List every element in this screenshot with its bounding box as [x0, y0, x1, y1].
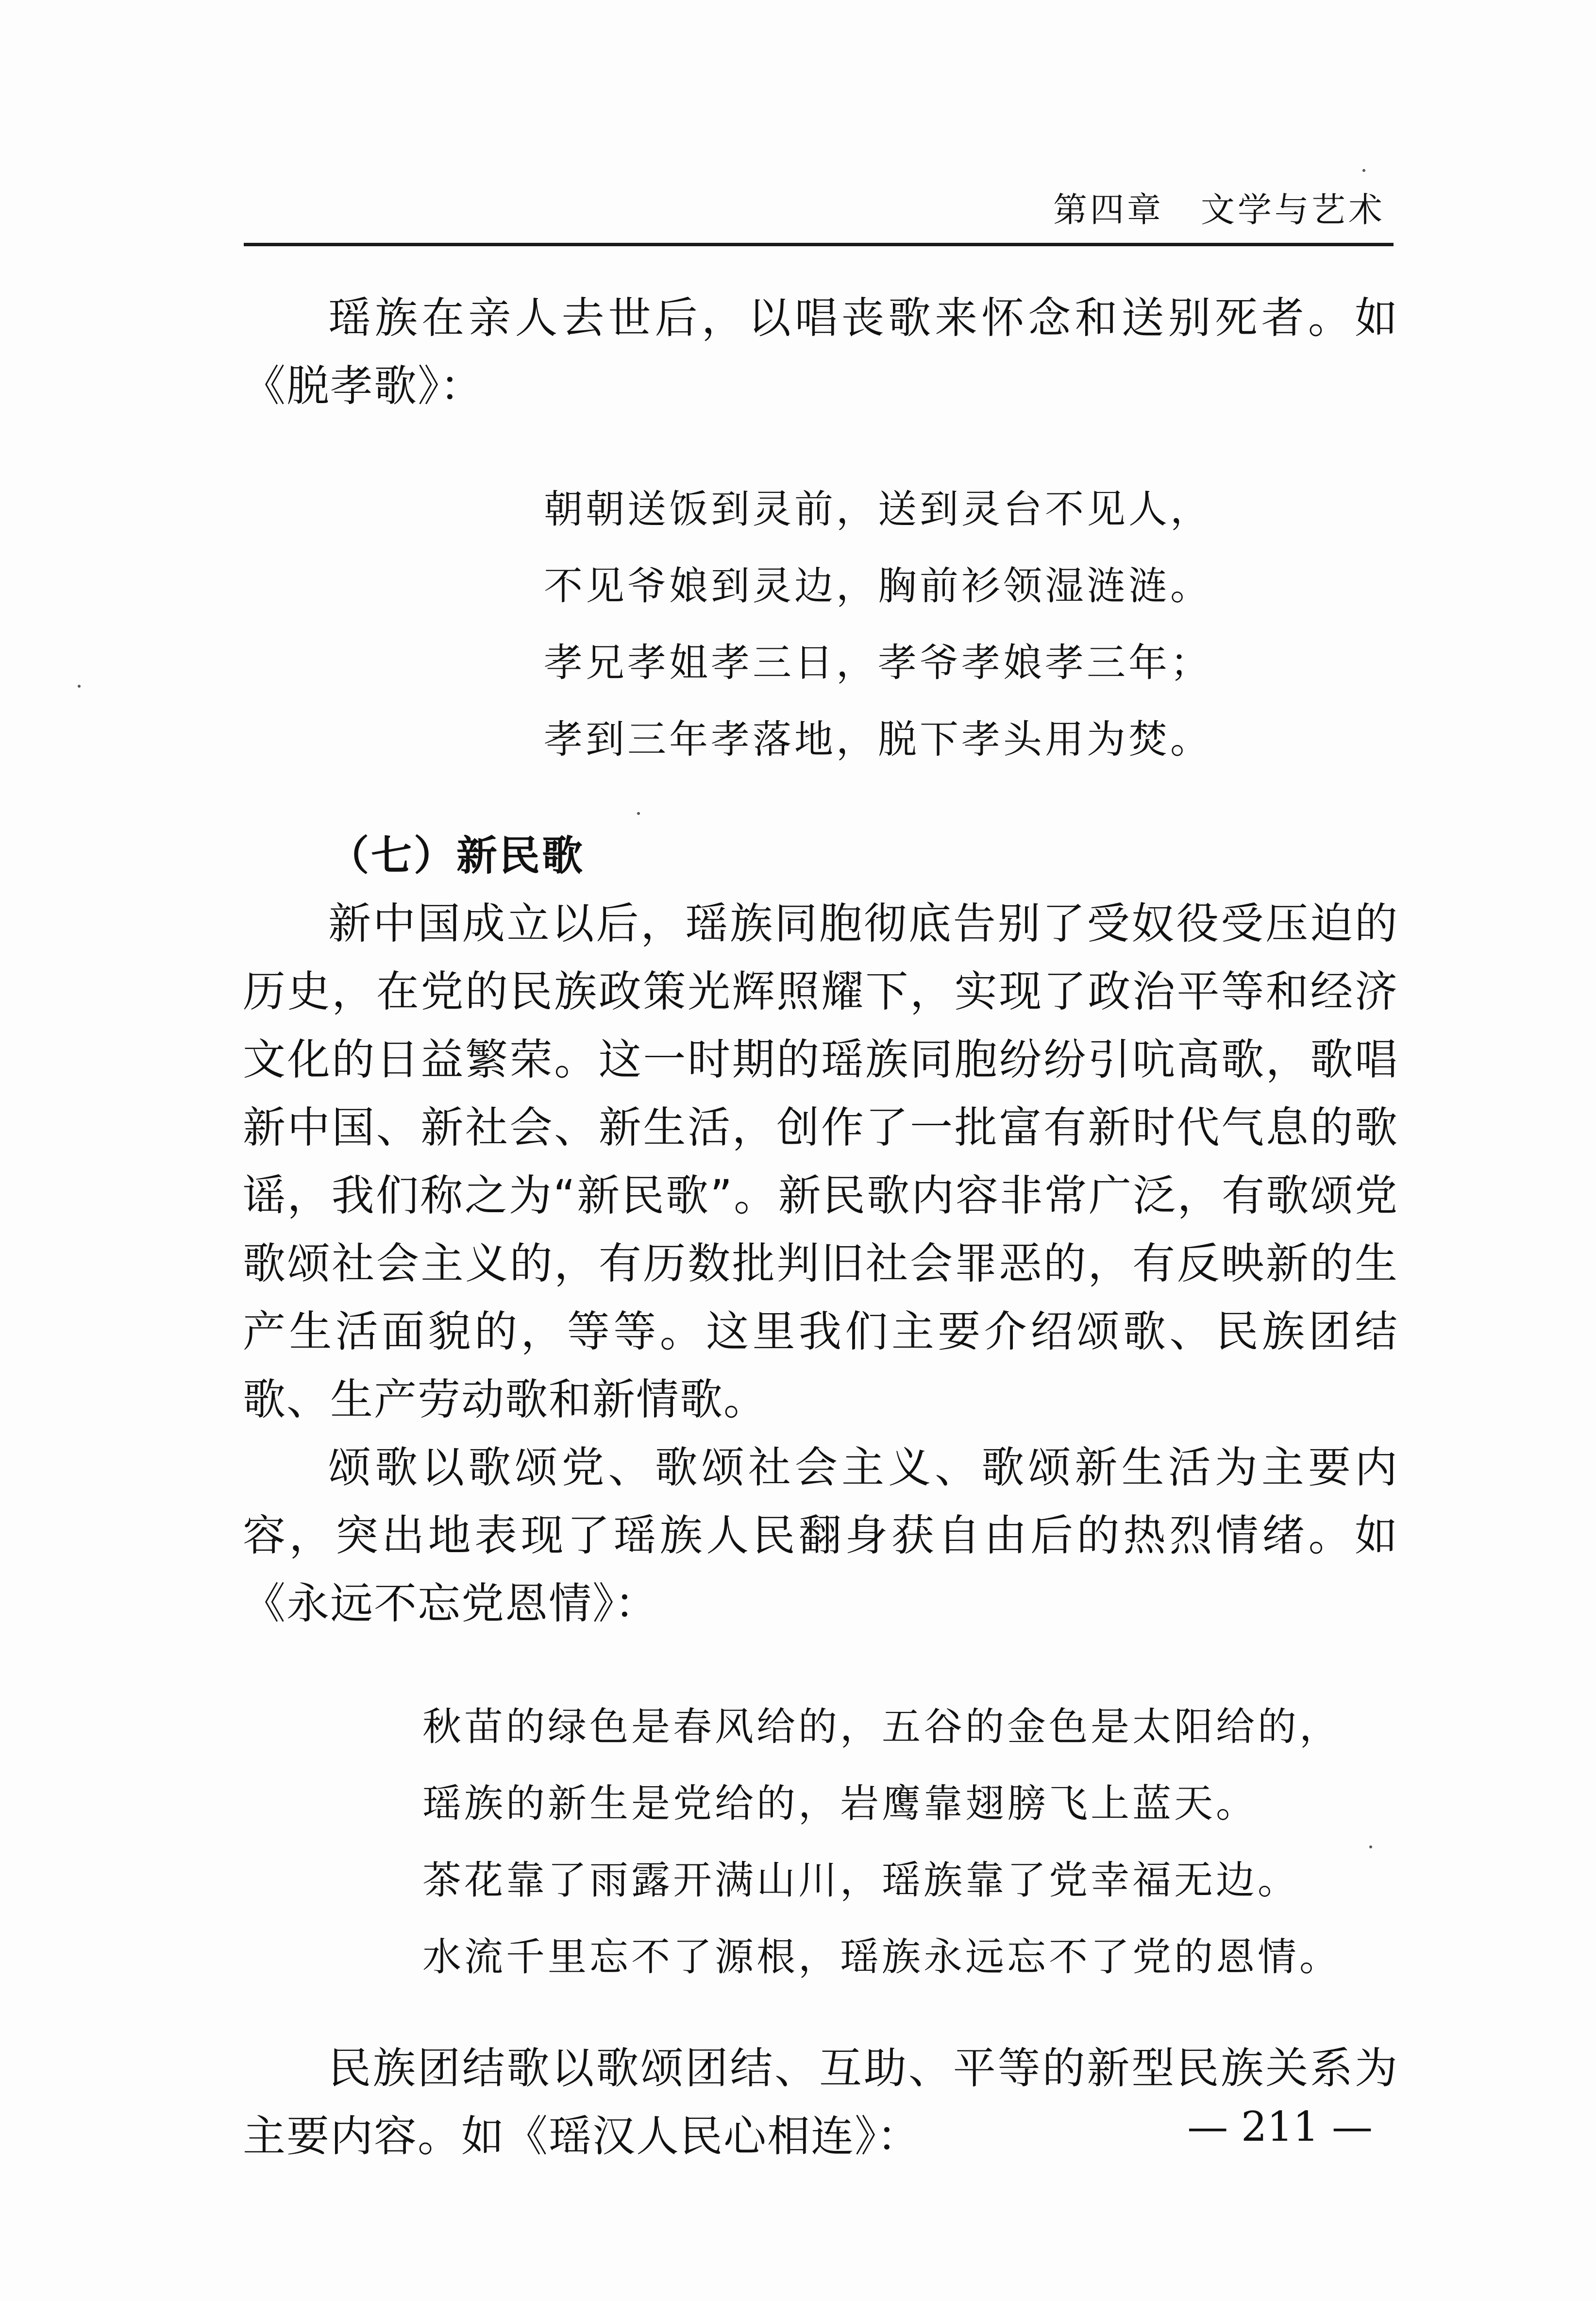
poem-never-forget-party — [243, 1638, 1398, 2034]
poem-line: 朝朝送饭到灵前，送到灵台不见人， — [544, 487, 1212, 532]
poem-line: 茶花靠了雨露开满山川，瑶族靠了党幸福无边。 — [422, 1858, 1299, 1903]
poem-line: 秋苗的绿色是春风给的，五谷的金色是太阳给的， — [422, 1704, 1341, 1749]
paragraph-funeral-song: 瑶族在亲人去世后，以唱丧歌来怀念和送别死者。如《脱孝歌》： — [243, 293, 1398, 411]
running-header: 第四章 文学与艺术 — [1053, 190, 1385, 230]
page-number: — 211 — — [1187, 2103, 1373, 2150]
poem-tuoxiao-song — [243, 420, 1398, 822]
poem-line: 瑶族的新生是党给的，岩鹰靠翅膀飞上蓝天。 — [422, 1781, 1258, 1826]
scan-speck — [1369, 1845, 1372, 1848]
scan-speck — [1362, 169, 1365, 172]
paragraph-unity-songs: 民族团结歌以歌颂团结、互助、平等的新型民族关系为主要内容。如《瑶汉人民心相连》： — [243, 2043, 1398, 2161]
page-content — [243, 284, 1398, 2170]
header-rule — [244, 243, 1394, 246]
poem-line: 水流千里忘不了源根，瑶族永远忘不了党的恩情。 — [422, 1934, 1341, 1980]
scan-speck — [78, 685, 81, 688]
poem-line: 不见爷娘到灵边，胸前衫领湿涟涟。 — [544, 563, 1212, 609]
poem-line: 孝到三年孝落地，脱下孝头用为焚。 — [544, 717, 1212, 762]
paragraph-new-folk-songs: 新中国成立以后，瑶族同胞彻底告别了受奴役受压迫的历史，在党的民族政策光辉照耀下，实现了政治平等和经济文化的日益繁荣。这一时期的瑶族同胞纷纷引吭高歌，歌唱新中国、新社会、新生活，创作了一批富有新时代气息的歌谣，我们称之为“新民歌”。新民歌内容非常广泛，有歌颂党歌颂社会主义的，有历数批判旧社会罪恶的，有反映新的生产生活面貌的，等等。这里我们主要介绍颂歌、民族团结歌、生产劳动歌和新情歌。 — [243, 898, 1398, 1424]
poem-line: 孝兄孝姐孝三日，孝爷孝娘孝三年； — [544, 640, 1212, 685]
scan-speck — [637, 812, 640, 815]
paragraph-praise-songs: 颂歌以歌颂党、歌颂社会主义、歌颂新生活为主要内容，突出地表现了瑶族人民翻身获自由后的热烈情绪。如《永远不忘党恩情》： — [243, 1442, 1398, 1628]
section-heading: （七）新民歌 — [328, 832, 585, 880]
